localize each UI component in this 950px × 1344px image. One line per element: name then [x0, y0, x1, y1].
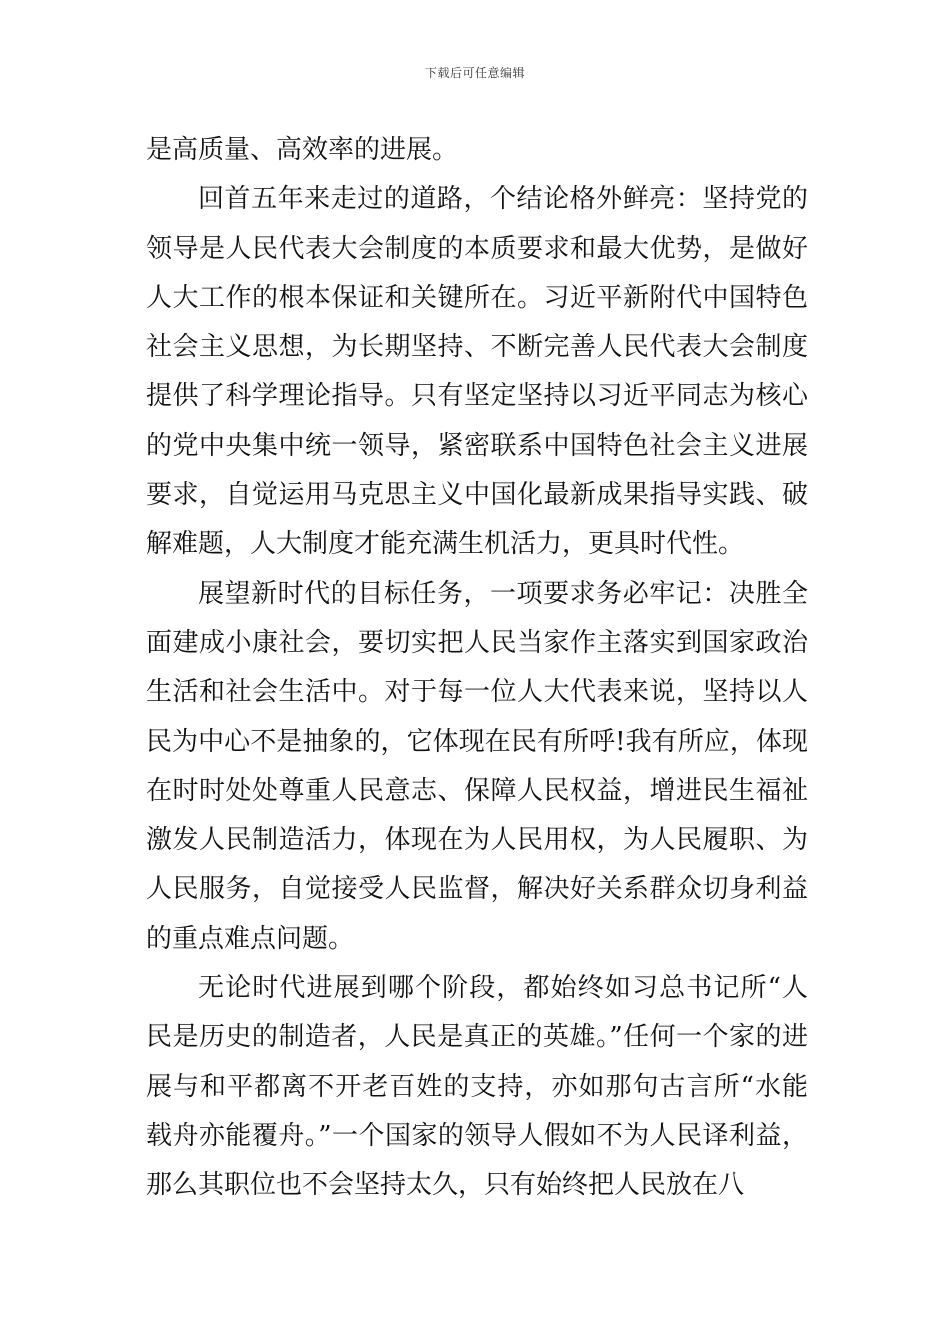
paragraph-2: 回首五年来走过的道路，个结论格外鲜亮：坚持党的领导是人民代表大会制度的本质要求和最大优势，是做好人大工作的根本保证和关键所在。习近平新附代中国特色社会主义思想，为长期坚持、不断完善人民代表大会制度提供了科学理论指导。只有坚定坚持以习近平同志为核心的党中央集中统一领导，紧密联系中国特色社会主义进展要求，自觉运用马克思主义中国化最新成果指导实践、破解难题，人大制度才能充满生机活力，更具时代性。 [146, 184, 808, 560]
paragraph-3: 展望新时代的目标任务，一项要求务必牢记：决胜全面建成小康社会，要切实把人民当家作主落实到国家政治生活和社会生活中。对于每一位人大代表来说，坚持以人民为中心不是抽象的，它体现在民有所呼!我有所应，体现在时时处处尊重人民意志、保障人民权益，增进民生福祉激发人民制造活力，体现在为人民用权，为人民履职、为人民服务，自觉接受人民监督，解决好关系群众切身利益的重点难点问题。 [146, 578, 808, 954]
page-header: 下载后可任意编辑 [424, 66, 525, 80]
paragraph-4: 无论时代进展到哪个阶段，都始终如习总书记所“人民是历史的制造者，人民是真正的英雄。”任何一个家的进展与和平都离不开老百姓的支持，亦如那句古言所“水能载舟亦能覆舟。”一个国家的领导人假如不为人民译利益，那么其职位也不会坚持太久，只有始终把人民放在八 [146, 973, 808, 1201]
document-body [146, 126, 808, 1211]
paragraph-1: 是高质量、高效率的进展。 [146, 135, 459, 165]
